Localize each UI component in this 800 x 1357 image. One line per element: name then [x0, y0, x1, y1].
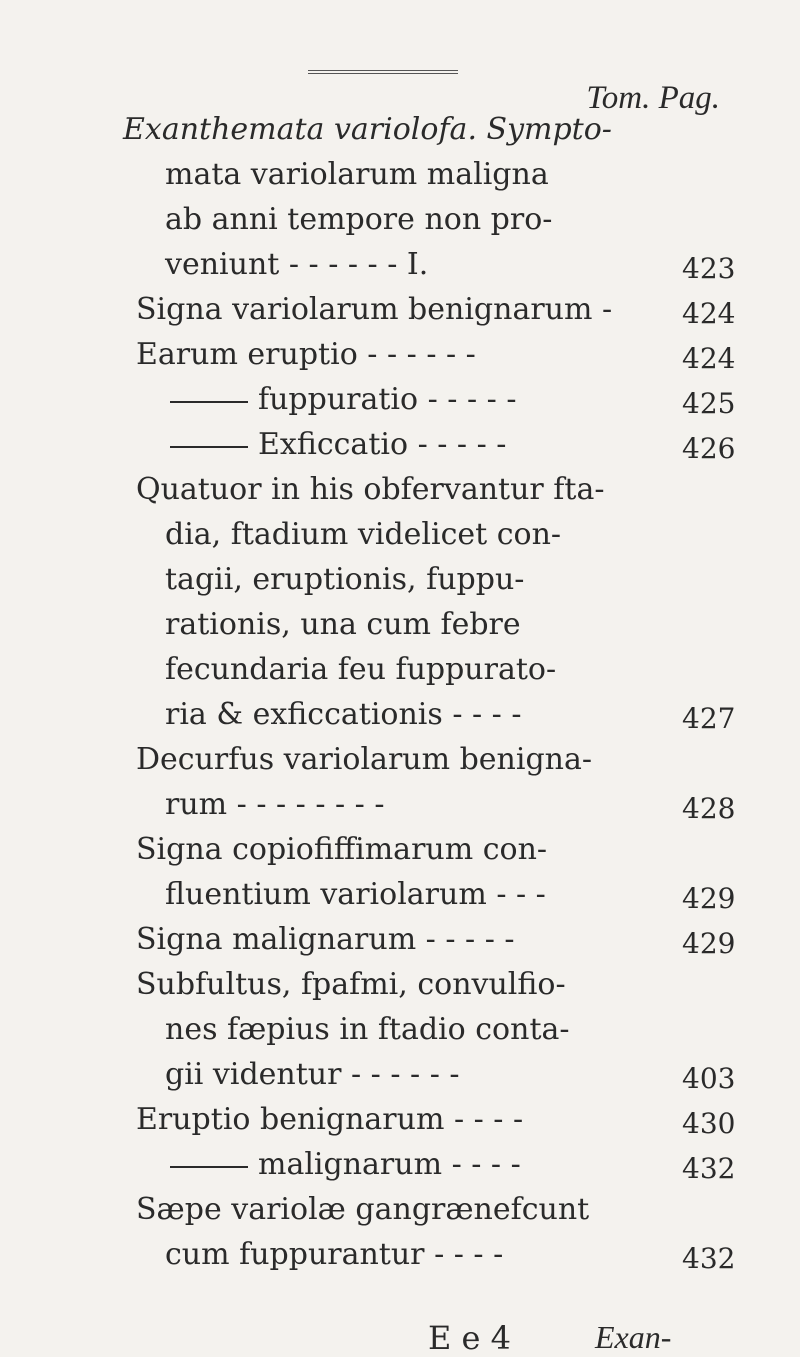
page-number: 432	[682, 1242, 736, 1275]
entry-line: Signa malignarum - - - - -	[136, 922, 515, 957]
entry-line: Exficcatio - - - - -	[258, 427, 507, 462]
page-number: 430	[682, 1107, 736, 1140]
entry-line: rum - - - - - - - -	[165, 787, 385, 822]
page-number: 403	[682, 1062, 736, 1095]
entry-line: Quatuor in his obfervantur fta-	[136, 472, 605, 507]
entry-line: mata variolarum maligna	[165, 157, 549, 192]
ditto-dash	[170, 446, 248, 448]
page-number: 429	[682, 927, 736, 960]
page-number: 428	[682, 792, 736, 825]
entry-line: cum fuppurantur - - - -	[165, 1237, 504, 1272]
entry-line: fluentium variolarum - - -	[165, 877, 546, 912]
entry-line: ab anni tempore non pro-	[165, 202, 553, 237]
ditto-dash	[170, 1166, 248, 1168]
entry-line: Signa copiofiffimarum con-	[136, 832, 548, 867]
entry-heading: Exanthemata variolofa. Sympto-	[123, 112, 612, 147]
entry-line: malignarum - - - -	[258, 1147, 521, 1182]
entry-line: Decurfus variolarum benigna-	[136, 742, 593, 777]
catchword: Exan-	[595, 1319, 672, 1355]
page-number: 427	[682, 702, 736, 735]
entry-line: Earum eruptio - - - - - -	[136, 337, 476, 372]
entry-line: Eruptio benignarum - - - -	[136, 1102, 524, 1137]
entry-line: rationis, una cum febre	[165, 607, 521, 642]
header-rule	[308, 70, 458, 74]
running-head: Tom. Pag.	[586, 80, 720, 116]
entry-line: Signa variolarum benignarum -	[136, 292, 613, 327]
ditto-dash	[170, 401, 248, 403]
entry-line: fecundaria feu fuppurato-	[165, 652, 557, 687]
entry-line: ria & exficcationis - - - -	[165, 697, 522, 732]
page-number: 425	[682, 387, 736, 420]
page-number: 429	[682, 882, 736, 915]
signature-mark: E e 4	[428, 1319, 511, 1357]
entry-line: dia, ftadium videlicet con-	[165, 517, 562, 552]
entry-line: tagii, eruptionis, fuppu-	[165, 562, 525, 597]
entry-line: gii videntur - - - - - -	[165, 1057, 460, 1092]
entry-line	[123, 112, 612, 147]
entry-line: veniunt - - - - - - I.	[165, 247, 429, 282]
page-number: 424	[682, 297, 736, 330]
page-number: 426	[682, 432, 736, 465]
page-number: 423	[682, 252, 736, 285]
entry-line: nes fæpius in ftadio conta-	[165, 1012, 570, 1047]
entry-line: fuppuratio - - - - -	[258, 382, 517, 417]
page-number: 424	[682, 342, 736, 375]
entry-line: Sæpe variolæ gangrænefcunt	[136, 1192, 590, 1227]
entry-line: Subfultus, fpafmi, convulfio-	[136, 967, 566, 1002]
page-number: 432	[682, 1152, 736, 1185]
